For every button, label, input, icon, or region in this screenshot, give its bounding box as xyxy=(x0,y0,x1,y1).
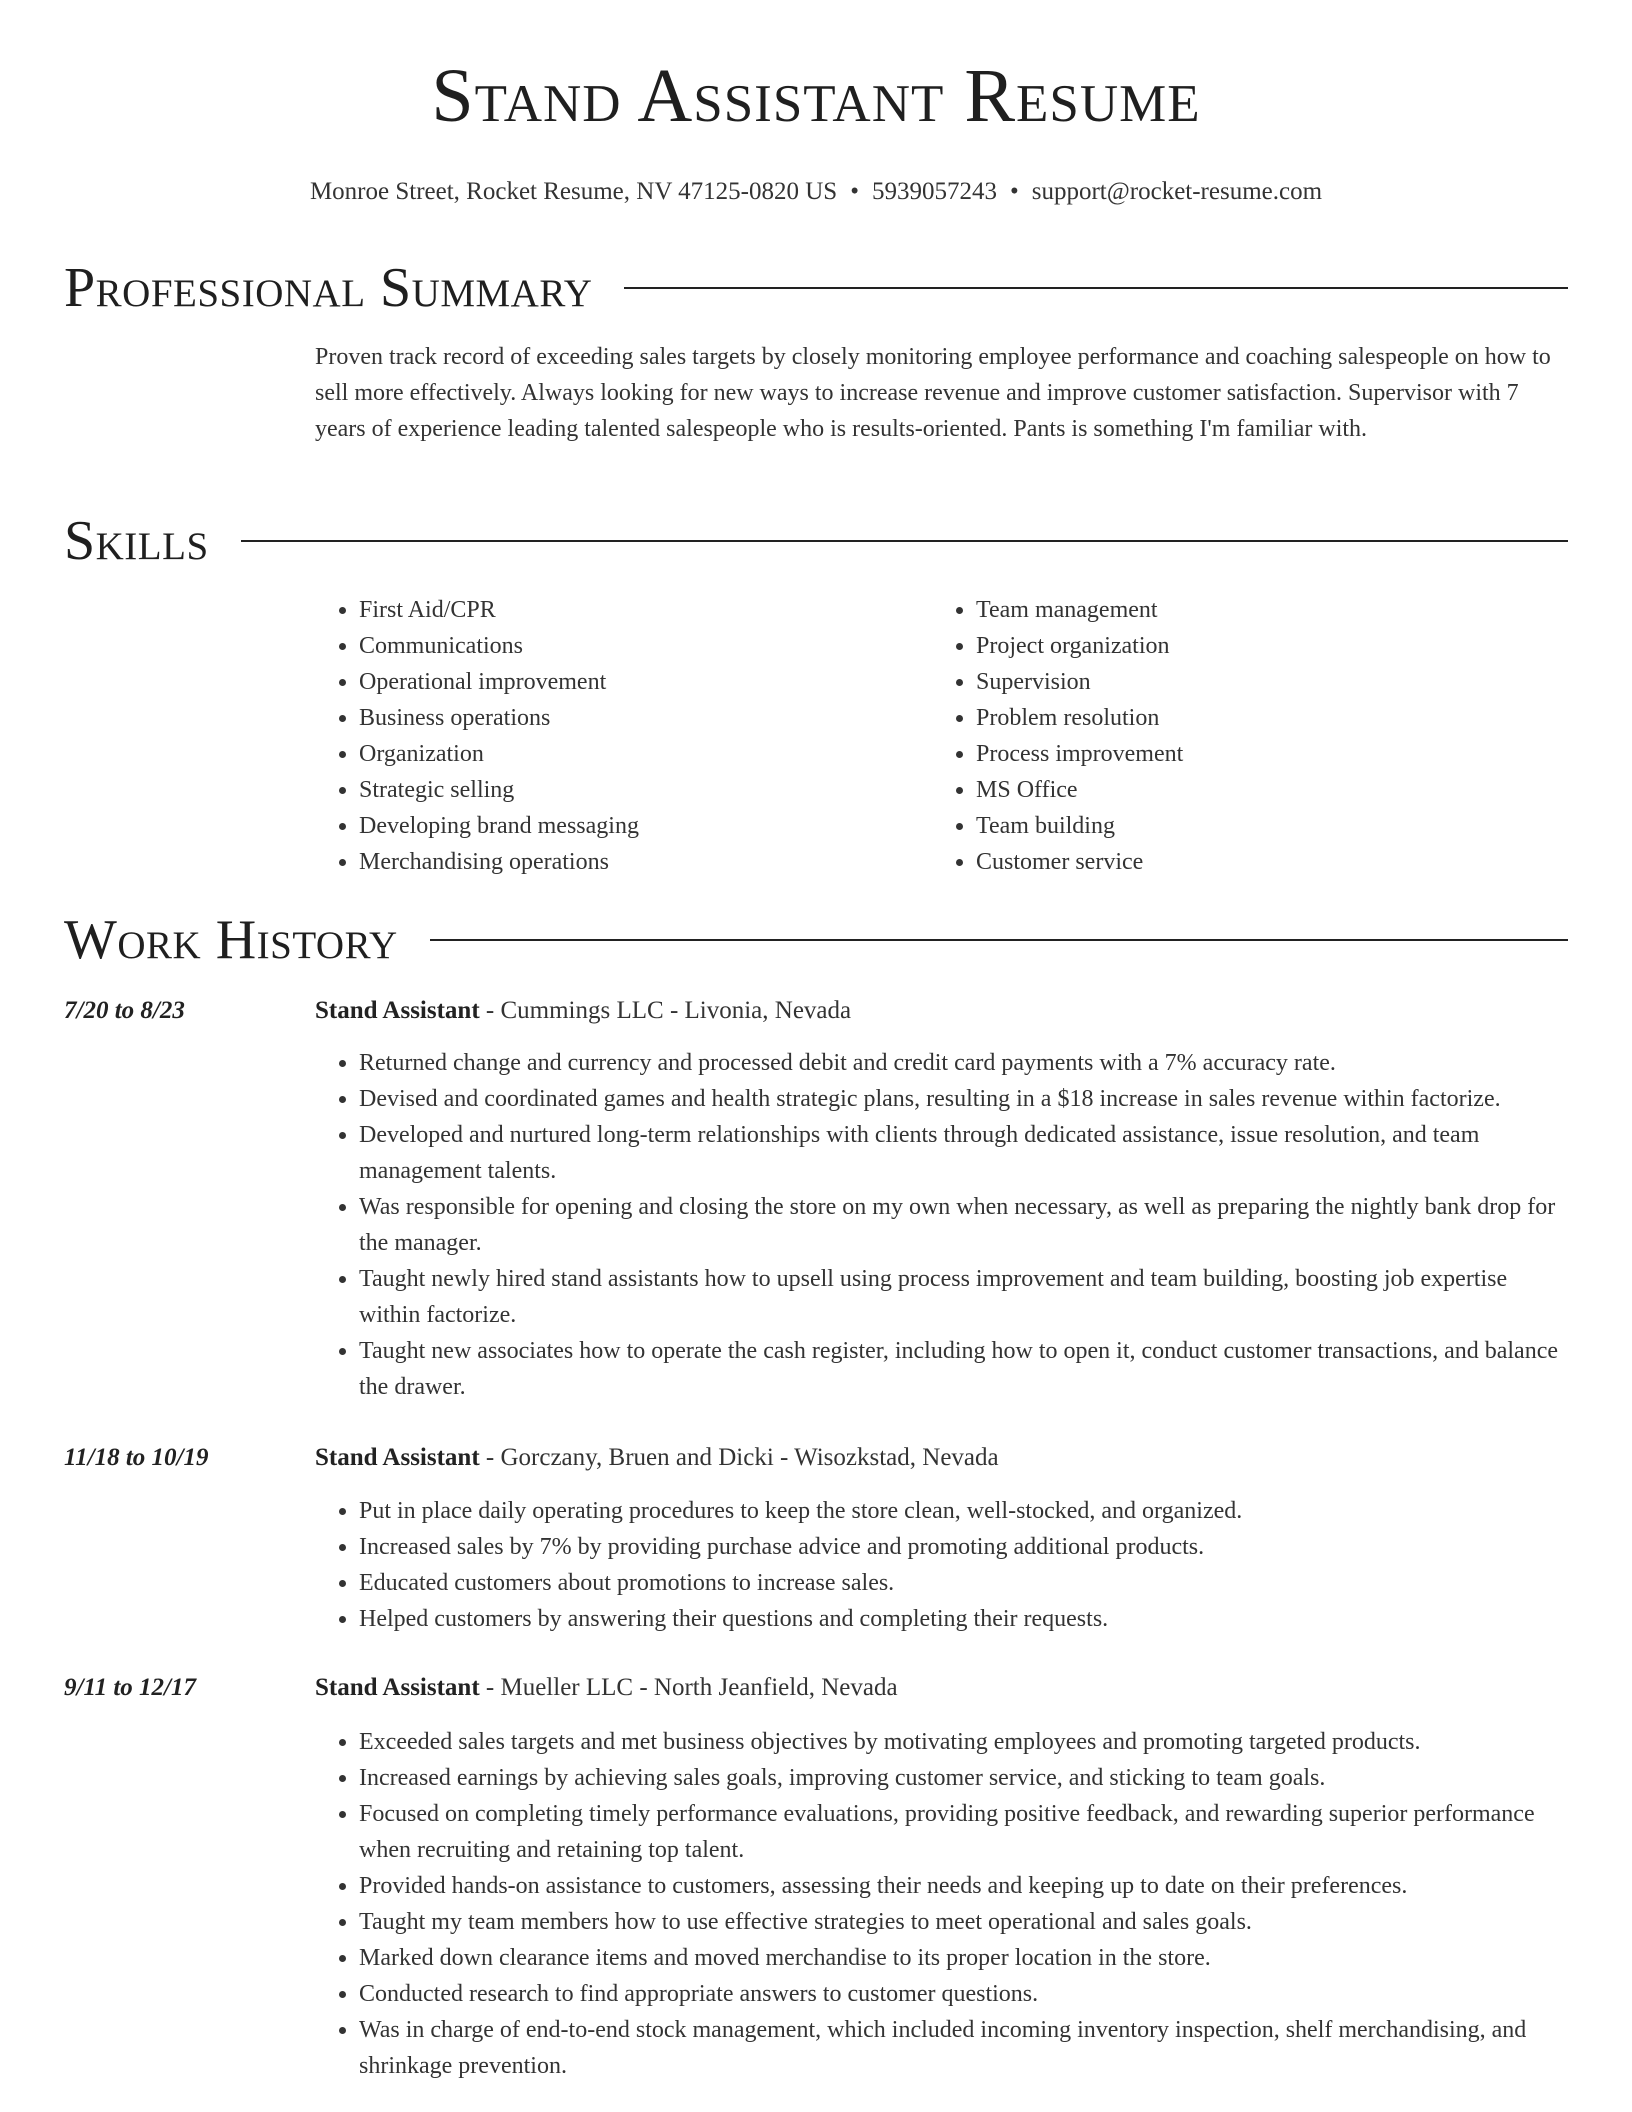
skill-item: • Team management xyxy=(976,592,1183,628)
work-heading: Work History xyxy=(64,909,398,971)
section-divider xyxy=(430,939,1568,941)
job-bullet: • Returned change and currency and processed debit and credit card payments with a 7% accuracy rate. xyxy=(359,1045,1568,1081)
job-title: Stand Assistant xyxy=(315,1444,480,1471)
skill-item: • Business operations xyxy=(359,700,932,736)
skill-item: • Developing brand messaging xyxy=(359,808,932,844)
job-bullet: • Focused on completing timely performance evaluations, providing positive feedback, and rewarding superior performance when recruiting and retaining top talent. xyxy=(359,1796,1568,1868)
contact-phone: 5939057243 xyxy=(871,178,997,205)
job-bullet: • Educated customers about promotions to increase sales. xyxy=(359,1565,1568,1601)
job-header xyxy=(64,1671,1568,1705)
job-title: Stand Assistant xyxy=(315,1674,480,1701)
skill-item: • Customer service xyxy=(976,844,1183,880)
summary-section-header xyxy=(64,258,1568,318)
skills-list xyxy=(315,592,1568,880)
skill-item: • Communications xyxy=(359,628,932,664)
job-bullet: • Marked down clearance items and moved merchandise to its proper location in the store. xyxy=(359,1940,1568,1976)
job-bullet: • Provided hands-on assistance to customers, assessing their needs and keeping up to date on their preferences. xyxy=(359,1868,1568,1904)
skill-item: • Team building xyxy=(976,808,1183,844)
job-company-location: - Cummings LLC - Livonia, Nevada xyxy=(479,997,852,1024)
job-bullet: • Devised and coordinated games and health strategic plans, resulting in a $18 increase in sales revenue within factorize. xyxy=(359,1081,1568,1117)
job-bullets xyxy=(315,1045,1568,1405)
job-header xyxy=(64,1441,1568,1475)
job-title: Stand Assistant xyxy=(315,997,480,1024)
skill-item: • Operational improvement xyxy=(359,664,932,700)
contact-address: Monroe Street, Rocket Resume, NV 47125-0820 US xyxy=(309,178,838,205)
skill-item: • Merchandising operations xyxy=(359,844,932,880)
job-bullet: • Increased sales by 7% by providing purchase advice and promoting additional products. xyxy=(359,1529,1568,1565)
skills-section-header xyxy=(64,511,1568,571)
skill-item: • Project organization xyxy=(976,628,1183,664)
job-dates: 9/11 to 12/17 xyxy=(64,1674,196,1701)
job-bullet: • Taught newly hired stand assistants how to upsell using process improvement and team building, boosting job expertise within factorize. xyxy=(359,1261,1568,1333)
job-bullet: • Helped customers by answering their questions and completing their requests. xyxy=(359,1601,1568,1637)
job-bullet: • Increased earnings by achieving sales goals, improving customer service, and sticking to team goals. xyxy=(359,1760,1568,1796)
job-bullet: • Was responsible for opening and closing the store on my own when necessary, as well as preparing the nightly bank drop for the manager. xyxy=(359,1189,1568,1261)
job-bullets xyxy=(315,1493,1568,1637)
job-header xyxy=(64,994,1568,1028)
skill-item: • Process improvement xyxy=(976,736,1183,772)
resume-title: Stand Assistant Resume xyxy=(431,54,1201,138)
skill-item: • Organization xyxy=(359,736,932,772)
job-bullet: • Put in place daily operating procedures to keep the store clean, well-stocked, and organized. xyxy=(359,1493,1568,1529)
job-dates: 7/20 to 8/23 xyxy=(64,997,185,1024)
contact-email: support@rocket-resume.com xyxy=(1031,178,1323,205)
contact-separator: • xyxy=(850,178,859,205)
skill-item: • Problem resolution xyxy=(976,700,1183,736)
job-bullet: • Developed and nurtured long-term relationships with clients through dedicated assistance, issue resolution, and team management talents. xyxy=(359,1117,1568,1189)
job-bullet: • Taught my team members how to use effective strategies to meet operational and sales goals. xyxy=(359,1904,1568,1940)
skill-item: • First Aid/CPR xyxy=(359,592,932,628)
job-bullets xyxy=(315,1724,1568,2084)
job-bullet: • Was in charge of end-to-end stock management, which included incoming inventory inspection, shelf merchandising, and shrinkage prevention. xyxy=(359,2012,1568,2084)
job-bullet: • Conducted research to find appropriate answers to customer questions. xyxy=(359,1976,1568,2012)
job-bullet: • Exceeded sales targets and met business objectives by motivating employees and promoting targeted products. xyxy=(359,1724,1568,1760)
skills-column-left xyxy=(315,592,932,880)
summary-heading: Professional Summary xyxy=(64,257,593,319)
skill-item: • Supervision xyxy=(976,664,1183,700)
job-company-location: - Gorczany, Bruen and Dicki - Wisozkstad, Nevada xyxy=(479,1444,999,1471)
contact-separator: • xyxy=(1009,178,1019,205)
job-company-location: - Mueller LLC - North Jeanfield, Nevada xyxy=(479,1674,898,1701)
job-bullet: • Taught new associates how to operate the cash register, including how to open it, conduct customer transactions, and balance the drawer. xyxy=(359,1333,1568,1405)
skill-item: • Strategic selling xyxy=(359,772,932,808)
skills-column-right xyxy=(932,592,1183,880)
work-section-header xyxy=(64,910,1568,970)
section-divider xyxy=(624,287,1568,289)
contact-line xyxy=(0,177,1632,207)
job-dates: 11/18 to 10/19 xyxy=(64,1444,209,1471)
skills-heading: Skills xyxy=(64,510,209,572)
skill-item: • MS Office xyxy=(976,772,1183,808)
summary-text: Proven track record of exceeding sales targets by closely monitoring employee performance and coaching salespeople on how to sell more effectively. Always looking for new ways to increase revenue and improve customer satisfaction. Supervisor with 7 years of experience leading talented salespeople who is results-oriented. Pants is something I'm familiar with. xyxy=(315,344,1551,442)
section-divider xyxy=(241,540,1568,542)
